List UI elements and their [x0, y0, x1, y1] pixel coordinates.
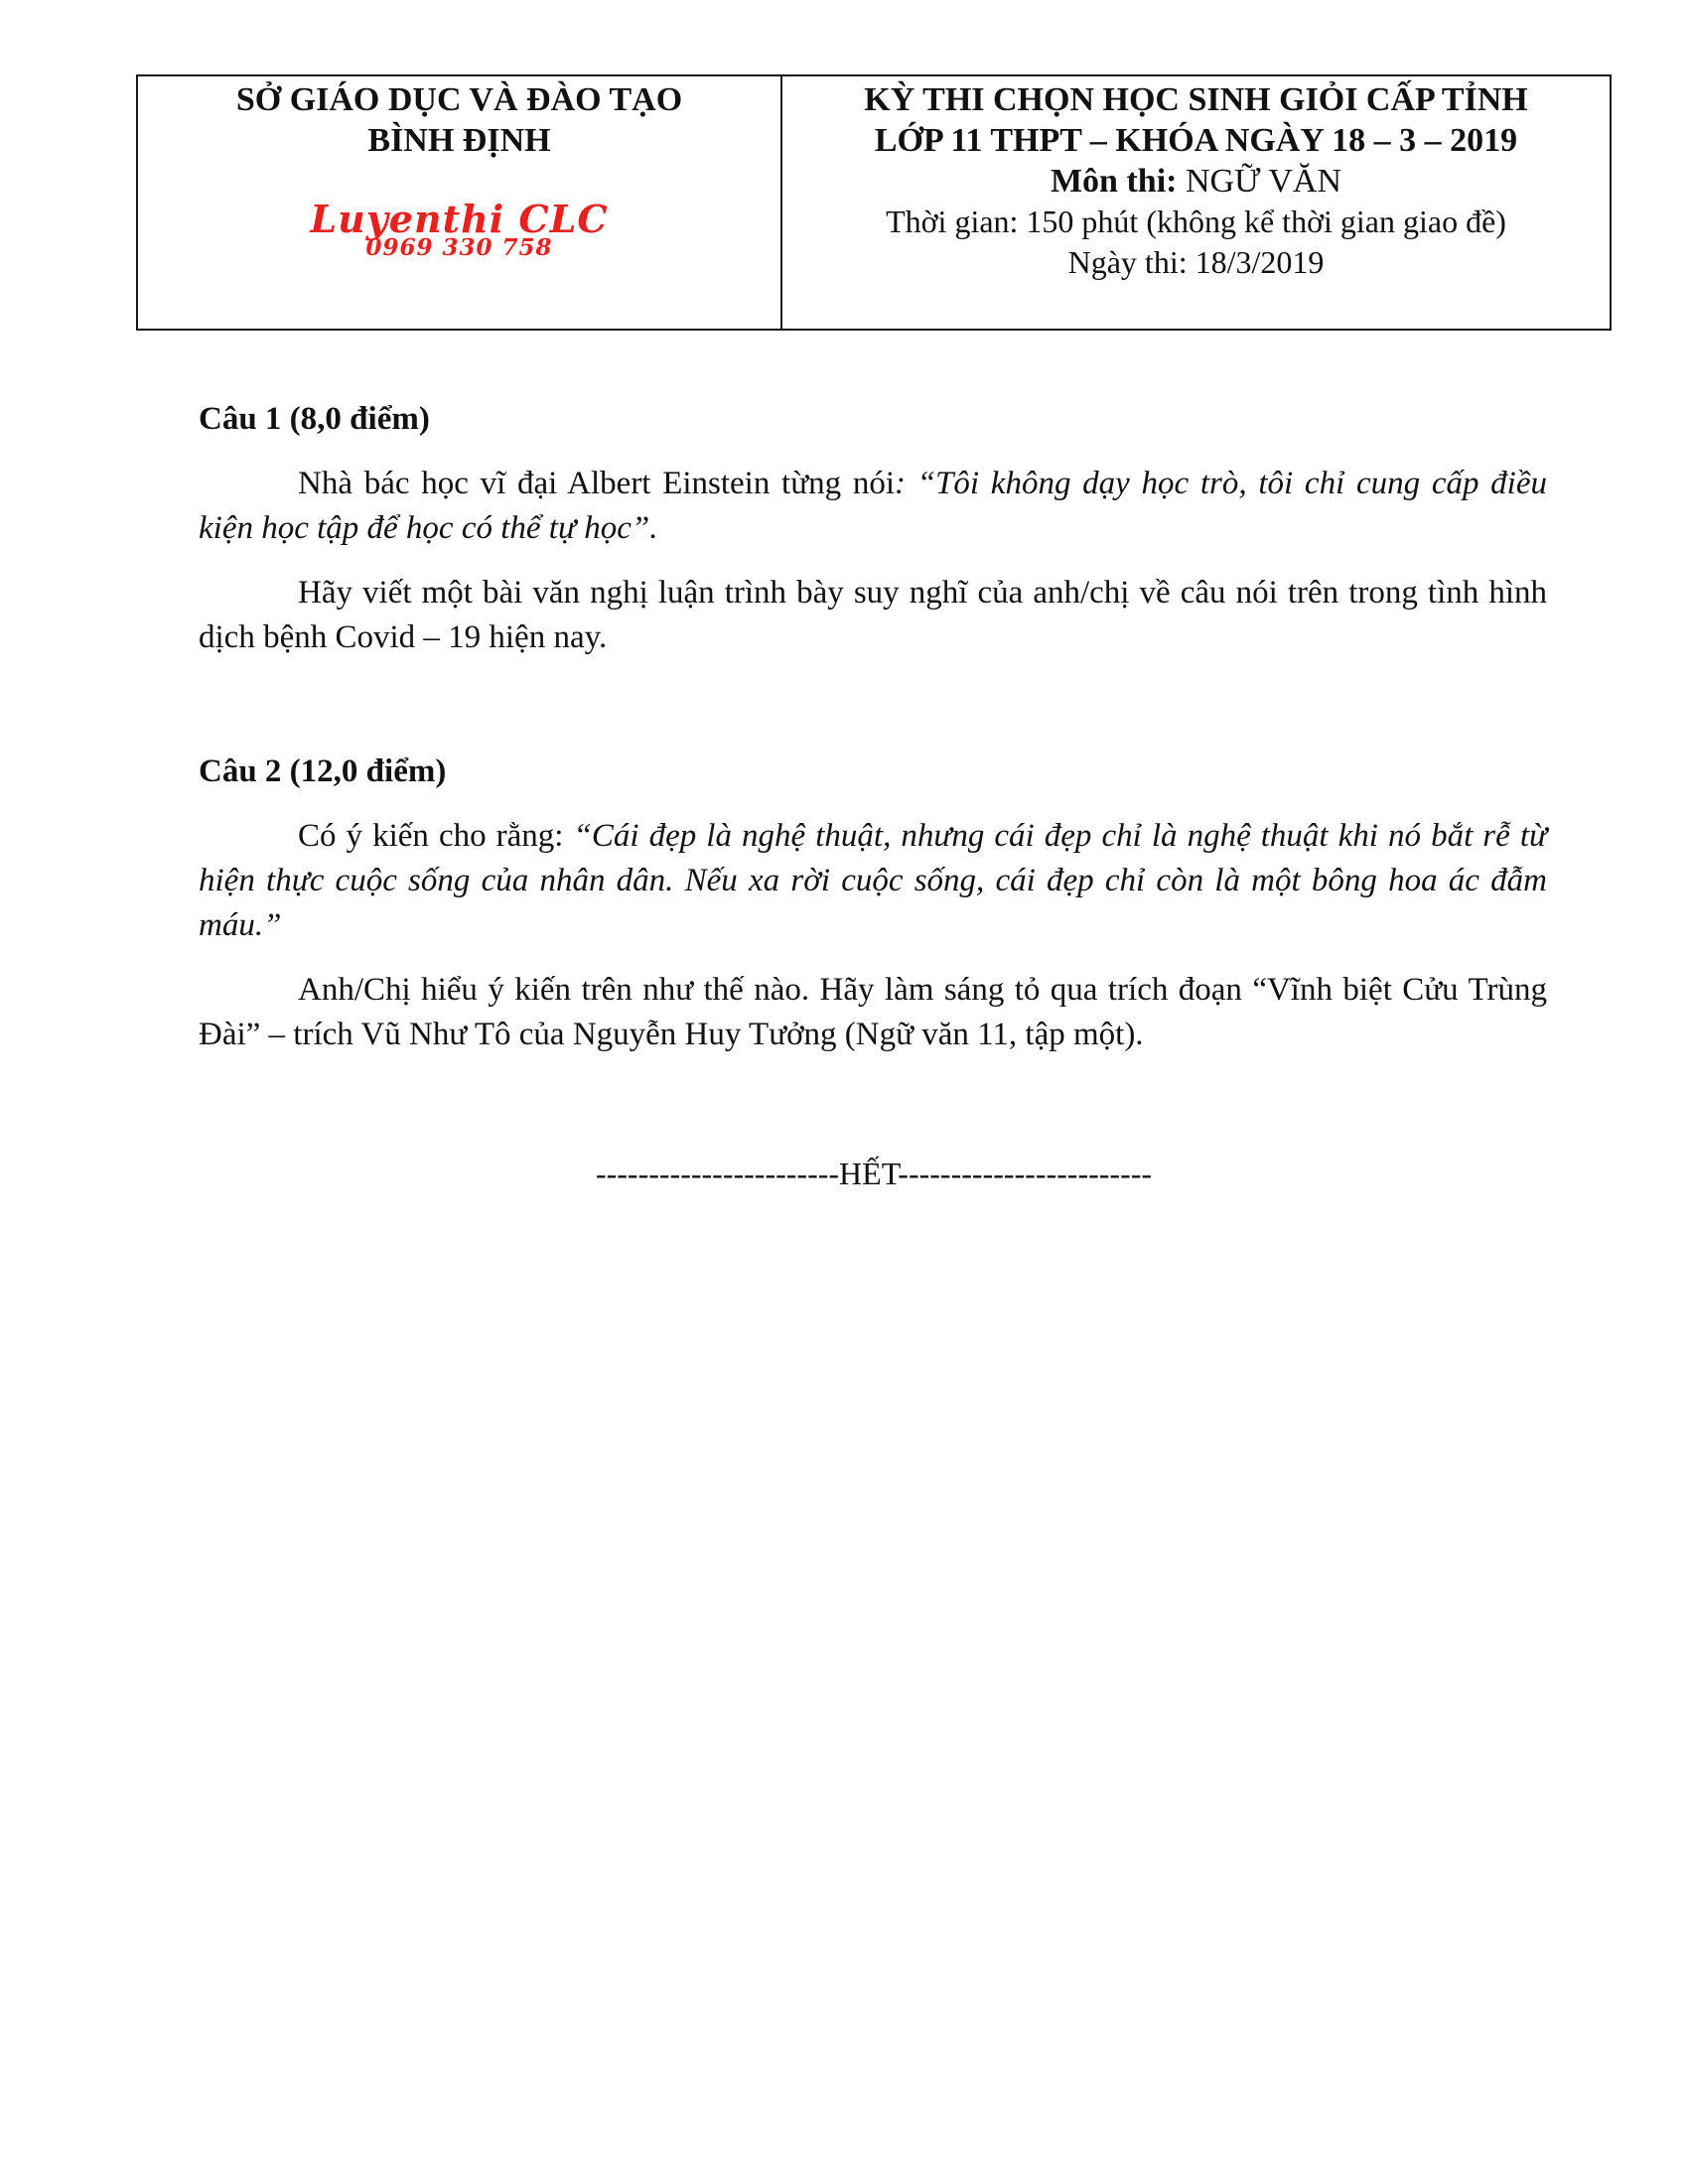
question-2-heading: Câu 2 (12,0 điểm)	[199, 753, 447, 789]
subject-label: Môn thi:	[1050, 163, 1178, 200]
question-1-quote-intro: Nhà bác học vĩ đại Albert Einstein từng nói	[298, 466, 895, 501]
department-name: SỞ GIÁO DỤC VÀ ĐÀO TẠO	[235, 81, 683, 118]
question-2-quote: “Cái đẹp là nghệ thuật, nhưng cái đẹp chỉ là nghệ thuật khi nó bắt rễ từ hiện thực cuộc sống của nhân dân. Nếu xa rời cuộc sống, cái đẹp chỉ còn là một bông hoa ác đẫm máu.”	[199, 818, 1547, 943]
logo-phone: 0969 330 758	[365, 234, 553, 261]
header-right-cell	[782, 76, 1610, 329]
exam-duration: Thời gian: 150 phút (không kể thời gian giao đề)	[886, 204, 1506, 239]
question-2-paragraph-1	[199, 814, 1547, 948]
question-1-paragraph-2: Hãy viết một bài văn nghị luận trình bày suy nghĩ của anh/chị về câu nói trên trong tình hình dịch bệnh Covid – 19 hiện nay.	[199, 575, 1547, 655]
question-1-paragraph-1	[199, 462, 1547, 551]
exam-subtitle: LỚP 11 THPT – KHÓA NGÀY 18 – 3 – 2019	[874, 122, 1518, 159]
exam-header-table	[136, 74, 1612, 331]
question-2-quote-intro: Có ý kiến cho rằng:	[298, 818, 574, 854]
end-marker: -----------------------HẾT------------------------	[595, 1156, 1153, 1191]
subject-value: NGỮ VĂN	[1185, 163, 1342, 200]
luyenthi-logo	[138, 197, 780, 261]
question-1	[199, 397, 1547, 660]
province-name: BÌNH ĐỊNH	[367, 122, 551, 159]
header-left-cell	[138, 76, 782, 329]
question-1-heading: Câu 1 (8,0 điểm)	[199, 401, 430, 437]
question-2-paragraph-2: Anh/Chị hiểu ý kiến trên như thế nào. Hãy làm sáng tỏ qua trích đoạn “Vĩnh biệt Cửu Trùng Đài” – trích Vũ Như Tô của Nguyễn Huy Tưởng (Ngữ văn 11, tập một).	[199, 972, 1547, 1052]
exam-date: Ngày thi: 18/3/2019	[1067, 244, 1325, 280]
exam-title: KỲ THI CHỌN HỌC SINH GIỎI CẤP TỈNH	[864, 81, 1528, 118]
exam-subject	[782, 162, 1610, 202]
logo-name: Luyenthi CLC	[310, 197, 609, 241]
question-1-quote: : “Tôi không dạy học trò, tôi chỉ cung cấp điều kiện học tập để học có thể tự học”.	[199, 466, 1547, 546]
question-2	[199, 750, 1547, 1057]
